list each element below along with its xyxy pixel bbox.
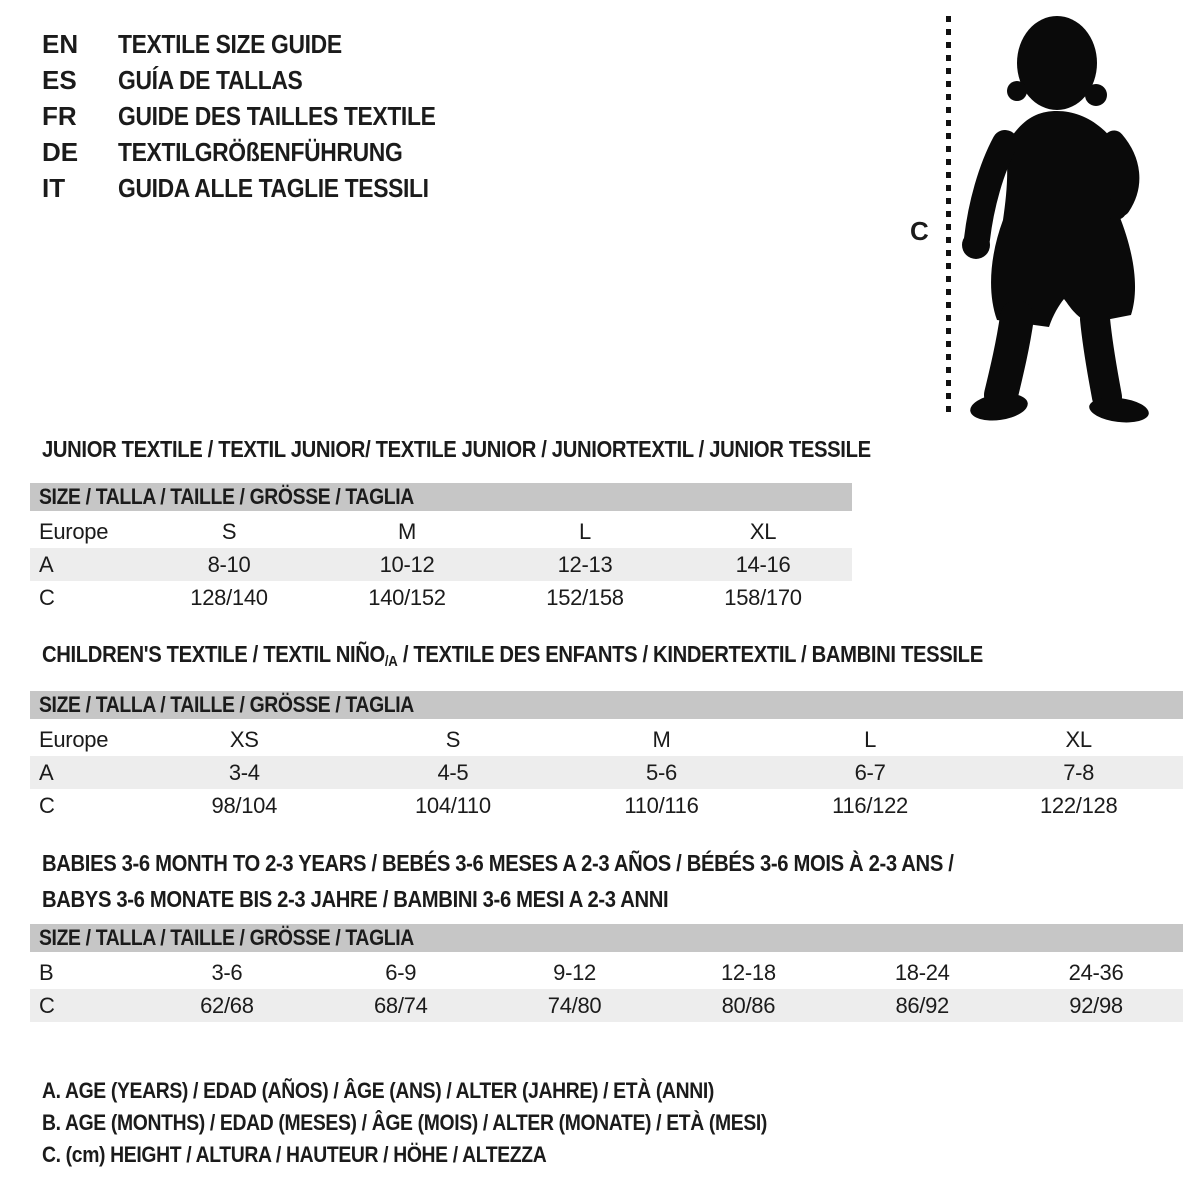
- row-label: Europe: [39, 727, 109, 752]
- language-row: [42, 170, 479, 206]
- size-cell: 68/74: [373, 993, 428, 1018]
- table-row-b: [30, 956, 1183, 989]
- size-cell: 62/68: [200, 993, 254, 1018]
- size-cell: 3-4: [228, 760, 260, 785]
- size-cell: 152/158: [546, 585, 624, 610]
- table-row-c: [30, 989, 1183, 1022]
- size-cell: L: [579, 519, 591, 544]
- language-code: EN: [42, 29, 79, 59]
- language-code: FR: [42, 101, 77, 131]
- size-cell: 6-7: [854, 760, 886, 785]
- table-row-a: [30, 548, 852, 581]
- babies-size-table: [30, 924, 1183, 1022]
- row-label: C: [39, 585, 55, 610]
- guide-title: GUIDA ALLE TAGLIE TESSILI: [118, 173, 429, 203]
- size-cell: M: [397, 519, 417, 544]
- size-cell: 3-6: [211, 960, 243, 985]
- size-cell: L: [864, 727, 877, 752]
- size-cell: 12-18: [721, 960, 776, 985]
- size-cell: 80/86: [721, 993, 776, 1018]
- table-row-c: [30, 789, 1183, 822]
- size-cell: 104/110: [414, 793, 491, 818]
- language-code: ES: [42, 65, 77, 95]
- size-cell: 12-13: [557, 552, 613, 577]
- language-row: [42, 98, 479, 134]
- guide-title: TEXTILE SIZE GUIDE: [118, 29, 342, 59]
- size-cell: 140/152: [368, 585, 446, 610]
- size-cell: 9-12: [553, 960, 596, 985]
- table-row-c: [30, 581, 852, 614]
- nino-a-subscript: /A: [384, 653, 398, 670]
- language-row: [42, 134, 479, 170]
- row-label: A: [39, 760, 54, 785]
- language-code: DE: [42, 137, 79, 167]
- table-row-europe: [30, 515, 852, 548]
- size-cell: 5-6: [646, 760, 677, 785]
- size-header-bar: SIZE / TALLA / TAILLE / GRÖSSE / TAGLIA: [30, 924, 1183, 952]
- language-code: IT: [42, 173, 66, 203]
- size-cell: 128/140: [190, 585, 268, 610]
- legend-footnotes: [42, 1075, 866, 1171]
- height-measure-label: C: [910, 216, 929, 246]
- size-cell: 110/116: [624, 793, 699, 818]
- size-cell: XL: [749, 519, 777, 544]
- row-label: A: [39, 552, 54, 577]
- toddler-silhouette-icon: [935, 5, 1175, 430]
- table-row-europe: [30, 723, 1183, 756]
- size-cell: 14-16: [735, 552, 791, 577]
- size-cell: 92/98: [1069, 993, 1123, 1018]
- row-label: C: [39, 793, 55, 818]
- size-cell: 86/92: [895, 993, 949, 1018]
- language-title-list: [42, 26, 479, 206]
- language-row: [42, 26, 479, 62]
- size-cell: 74/80: [547, 993, 602, 1018]
- size-cell: XL: [1065, 727, 1092, 752]
- size-cell: M: [652, 727, 671, 752]
- children-size-table: [30, 691, 1183, 822]
- size-cell: XS: [229, 727, 259, 752]
- guide-title: GUIDE DES TAILLES TEXTILE: [118, 101, 436, 131]
- size-cell: 6-9: [385, 960, 417, 985]
- table-row-a: [30, 756, 1183, 789]
- row-label: C: [39, 993, 55, 1018]
- size-cell: S: [445, 727, 461, 752]
- size-header-bar: SIZE / TALLA / TAILLE / GRÖSSE / TAGLIA: [30, 483, 852, 511]
- size-header-bar: SIZE / TALLA / TAILLE / GRÖSSE / TAGLIA: [30, 691, 1183, 719]
- footnote-a: A. AGE (YEARS) / EDAD (AÑOS) / ÂGE (ANS) / ALTER (JAHRE) / ETÀ (ANNI): [42, 1078, 714, 1103]
- guide-title: GUÍA DE TALLAS: [118, 65, 303, 95]
- footnote-b: B. AGE (MONTHS) / EDAD (MESES) / ÂGE (MOIS) / ALTER (MONATE) / ETÀ (MESI): [42, 1110, 768, 1135]
- size-cell: 98/104: [211, 793, 278, 818]
- guide-title: TEXTILGRÖßENFÜHRUNG: [118, 137, 403, 167]
- size-cell: 122/128: [1039, 793, 1118, 818]
- language-row: [42, 62, 479, 98]
- children-section-title: CHILDREN'S TEXTILE / TEXTIL $NIÑO_{/A}$ / TEXTILE DES ENFANTS / KINDERTEXTIL / BAMBINI TESSILE: [42, 641, 983, 670]
- size-cell: 158/170: [724, 585, 802, 610]
- size-cell: 7-8: [1063, 760, 1095, 785]
- babies-section-title: BABIES 3-6 MONTH TO 2-3 YEARS / BEBÉS 3-6 MESES A 2-3 AÑOS / BÉBÉS 3-6 MOIS À 2-3 ANS / BABYS 3-6 MONATE BIS 2-3 JAHRE / BAMBINI 3-6 MESI A 2-3 ANNI: [42, 850, 954, 912]
- junior-section-title: JUNIOR TEXTILE / TEXTIL JUNIOR/ TEXTILE JUNIOR / JUNIORTEXTIL / JUNIOR TESSILE: [42, 436, 871, 462]
- junior-size-table: [30, 483, 852, 614]
- row-label: B: [39, 960, 54, 985]
- row-label: Europe: [39, 519, 109, 544]
- size-cell: 24-36: [1068, 960, 1124, 985]
- size-cell: 18-24: [894, 960, 950, 985]
- size-cell: 8-10: [207, 552, 251, 577]
- size-cell: 4-5: [437, 760, 469, 785]
- size-cell: 116/122: [832, 793, 908, 818]
- size-cell: 10-12: [379, 552, 435, 577]
- size-cell: S: [221, 519, 237, 544]
- footnote-c: C. (cm) HEIGHT / ALTURA / HAUTEUR / HÖHE / ALTEZZA: [42, 1142, 547, 1167]
